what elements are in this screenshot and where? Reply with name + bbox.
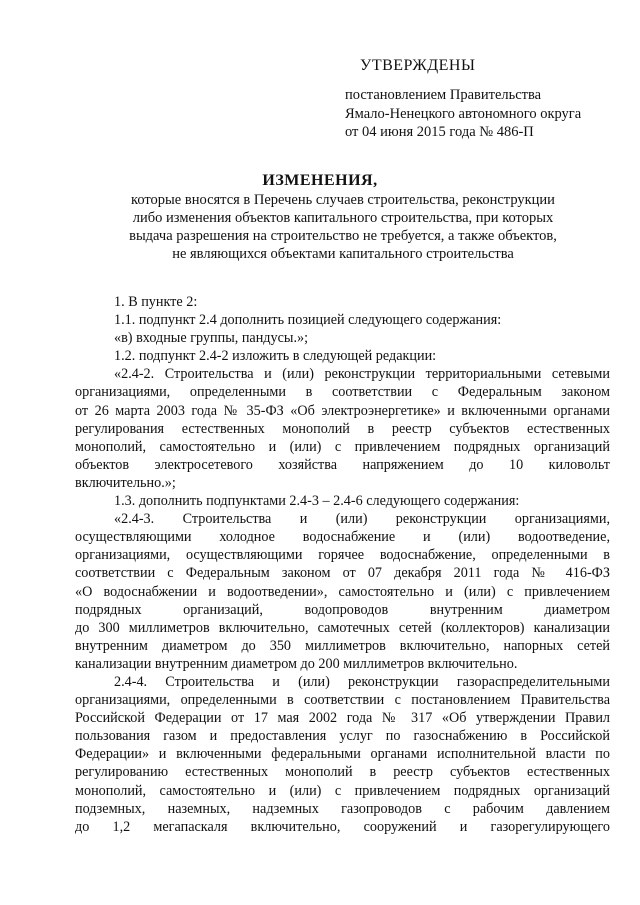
subtitle-line-4: не являющихся объектами капитального строительства [172, 246, 514, 262]
approval-line-2: Ямало-Ненецкого автономного округа [345, 106, 582, 122]
body-line: объектов электросетевого хозяйства напряжением до 10 киловольт [75, 456, 610, 473]
body-line: организациями, осуществляющими горячее водоснабжение, определенными в [75, 547, 610, 564]
body-line: «2.4-2. Строительства и (или) реконструкции территориальными сетевыми [114, 366, 610, 383]
body-line: 1.2. подпункт 2.4-2 изложить в следующей редакции: [114, 348, 437, 365]
body-line: Российской Федерации от 17 мая 2002 года № 317 «Об утверждении Правил [75, 710, 610, 727]
body-line: организациями, определенными в соответствии с Федеральным законом [75, 384, 610, 401]
body-line: регулированию естественных монополий в реестр субъектов естественных [75, 764, 610, 781]
body-line: «О водоснабжении и водоотведении», самостоятельно и (или) с привлечением [75, 583, 610, 600]
body-line: от 26 марта 2003 года № 35-ФЗ «Об электроэнергетике» и включенными органами [75, 402, 610, 419]
approval-line-1: постановлением Правительства [345, 87, 542, 103]
body-line: монополий, самостоятельно и (или) с привлечением подрядных организаций [75, 782, 610, 799]
body-line: 2.4-4. Строительства и (или) реконструкции газораспределительными [114, 673, 610, 690]
subtitle-line-1: которые вносятся в Перечень случаев строительства, реконструкции [131, 192, 555, 208]
body-line: канализации внутренним диаметром до 200 миллиметров включительно. [75, 655, 518, 672]
approval-line-3: от 04 июня 2015 года № 486-П [345, 124, 534, 140]
body-line: 1.3. дополнить подпунктами 2.4-3 – 2.4-6 следующего содержания: [114, 493, 520, 510]
body-line: до 300 миллиметров включительно, самотечных сетей (коллекторов) канализации [75, 619, 610, 636]
body-line: 1. В пункте 2: [114, 294, 198, 310]
document-heading: ИЗМЕНЕНИЯ, [262, 172, 378, 189]
document-body [75, 293, 610, 836]
body-line: 1.1. подпункт 2.4 дополнить позицией следующего содержания: [114, 312, 502, 329]
body-line: организациями, определенными в соответствии с постановлением Правительства [75, 692, 610, 709]
body-line: «2.4-3. Строительства и (или) реконструкции организациями, [114, 511, 610, 528]
body-line: пользования газом и предоставления услуг по газоснабжению в Российской [75, 728, 610, 745]
body-line: подземных, наземных, надземных газопроводов с рабочим давлением [75, 800, 610, 817]
body-line: Федерации» и включенными федеральными органами исполнительной власти по [75, 746, 610, 763]
body-line: осуществляющими холодное водоснабжение и (или) водоотведение, [75, 529, 610, 546]
body-line: монополий, самостоятельно и (или) с привлечением подрядных организаций [75, 438, 610, 455]
body-line: подрядных организаций, водопроводов внутренним диаметром [75, 601, 610, 618]
body-line: регулирования естественных монополий в реестр субъектов естественных [75, 420, 610, 437]
body-line: внутренним диаметром до 350 миллиметров включительно, напорных сетей [75, 637, 610, 654]
approval-title: УТВЕРЖДЕНЫ [360, 57, 476, 74]
subtitle-line-3: выдача разрешения на строительство не требуется, а также объектов, [129, 228, 557, 244]
body-line: соответствии с Федеральным законом от 07 декабря 2011 года № 416-ФЗ [75, 565, 610, 582]
body-line: до 1,2 мегапаскаля включительно, сооружений и газорегулирующего [75, 818, 610, 835]
subtitle-line-2: либо изменения объектов капитального строительства, при которых [132, 210, 554, 226]
body-line: «в) входные группы, пандусы.»; [114, 330, 309, 347]
body-line: включительно.»; [75, 474, 176, 491]
